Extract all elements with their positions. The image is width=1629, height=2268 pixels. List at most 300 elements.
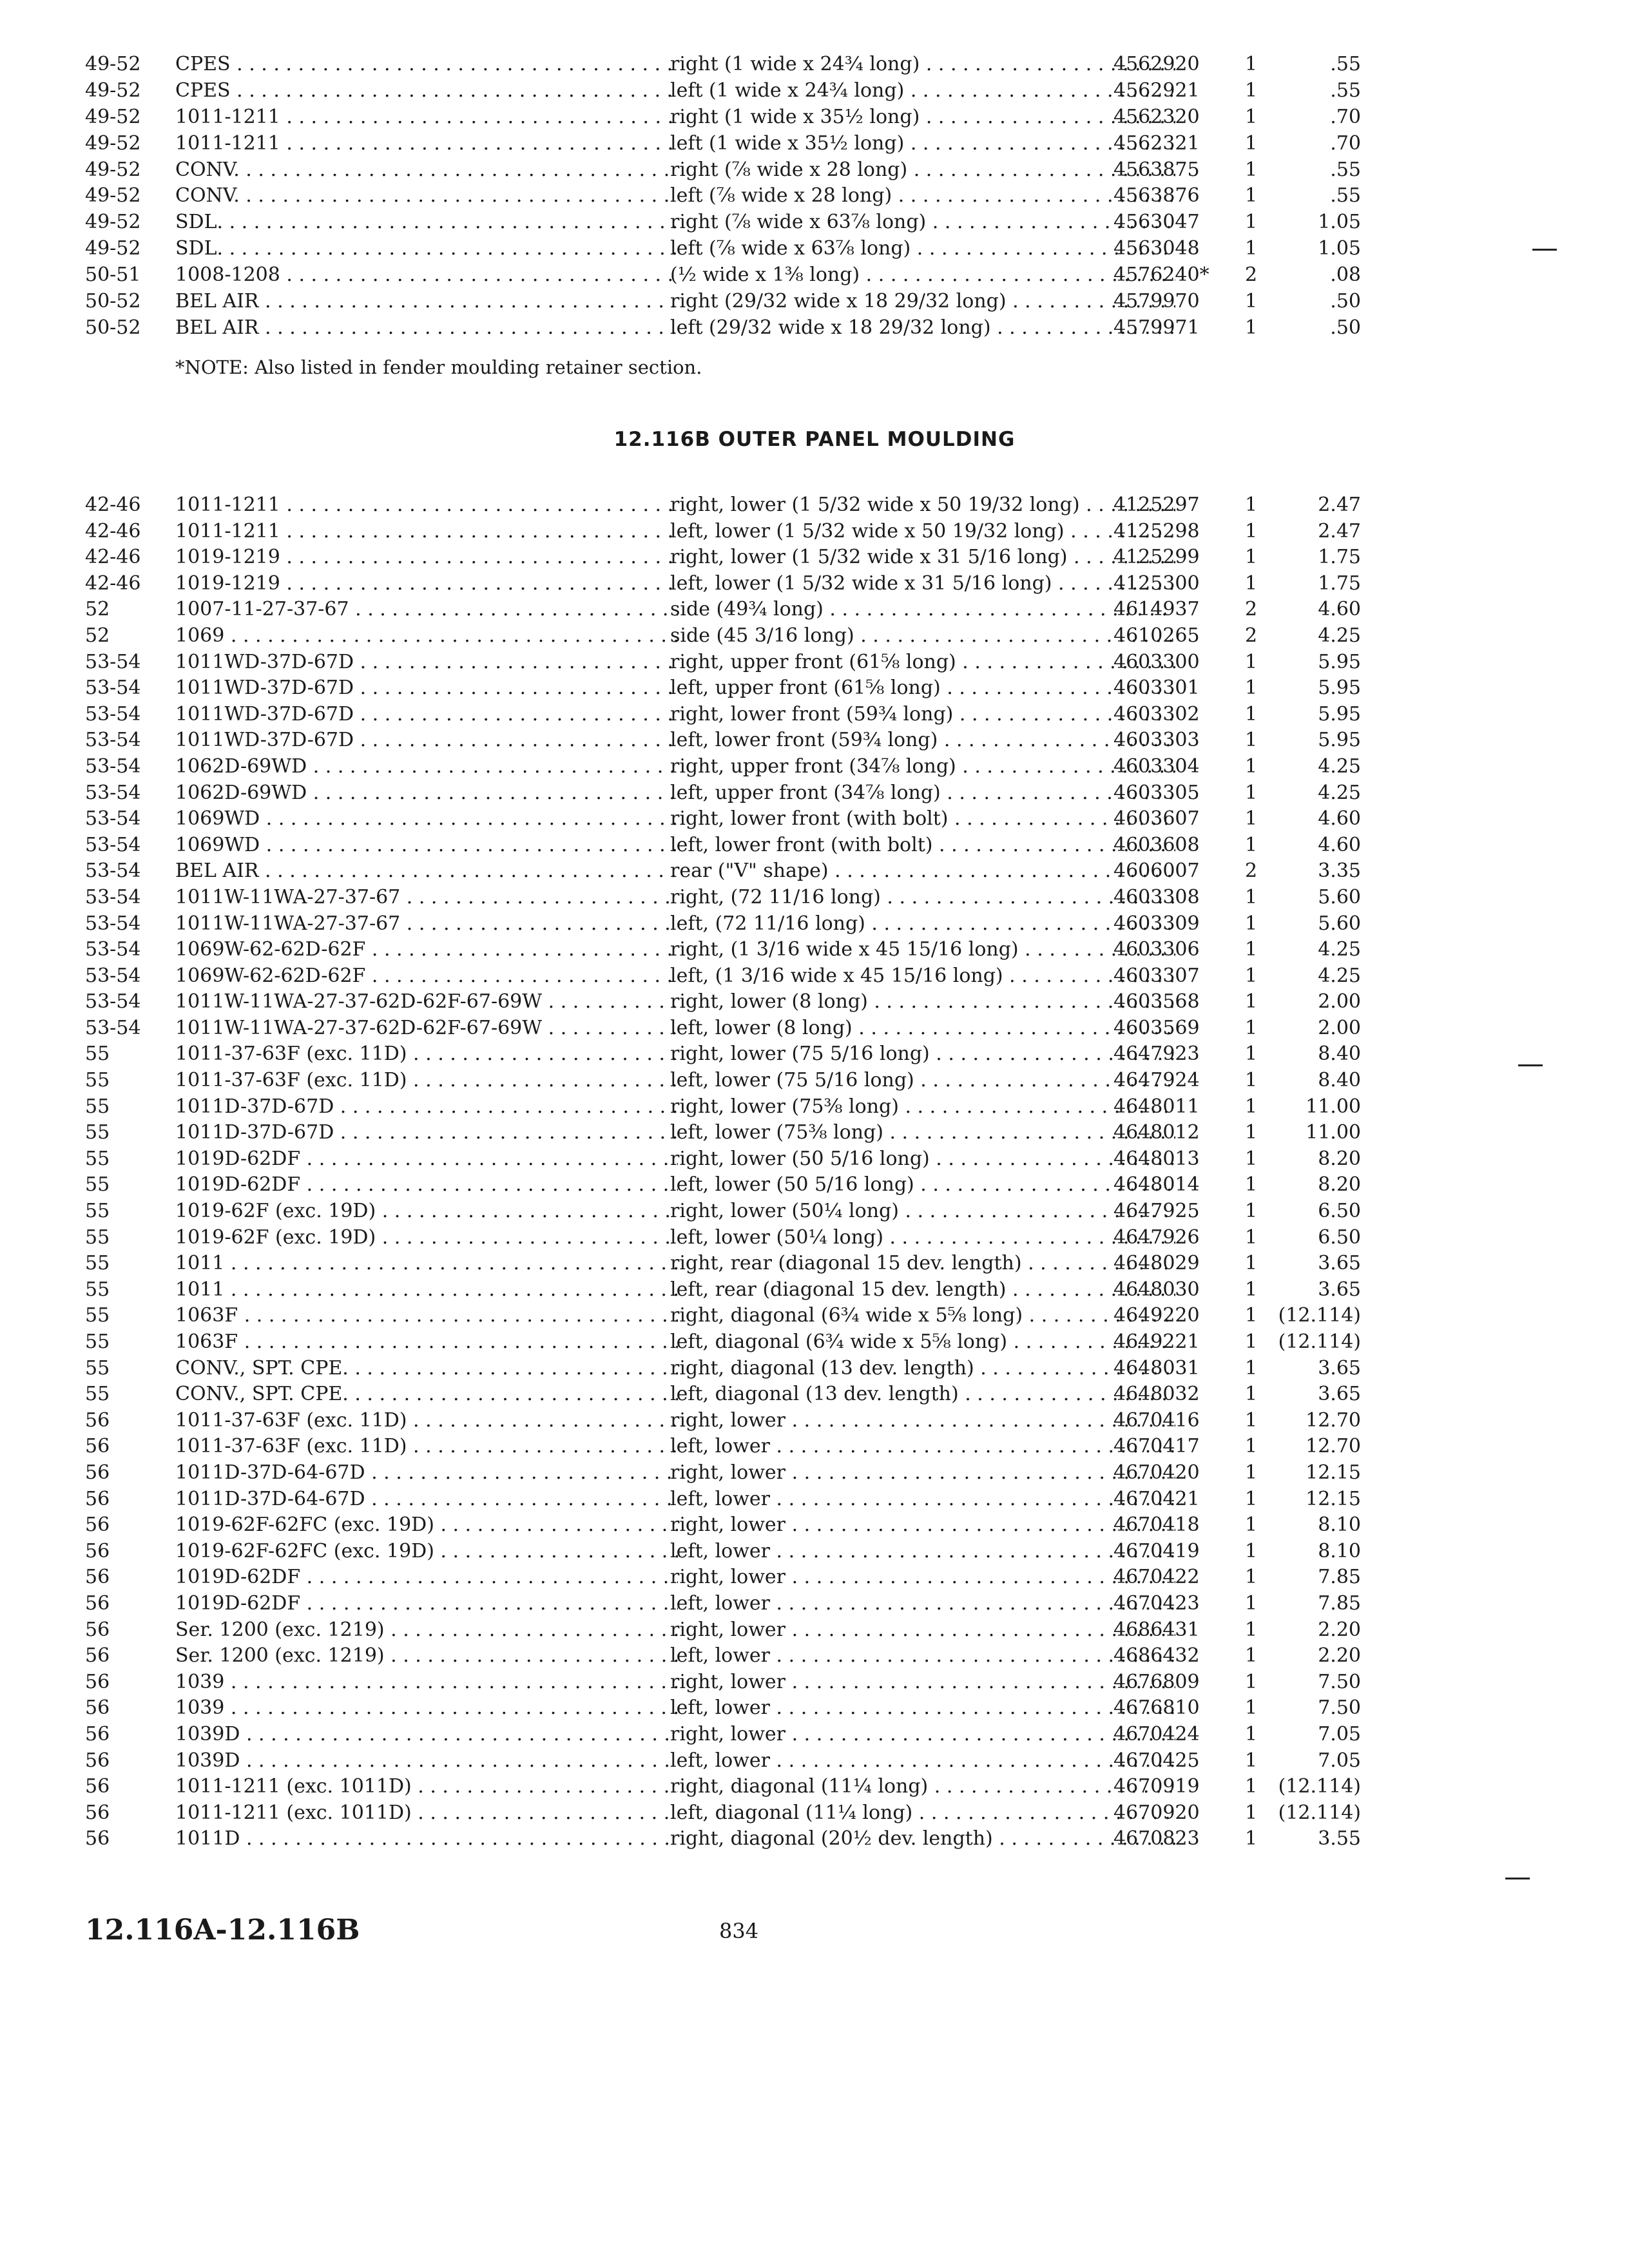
model-cell: 1011-1211 (exc. 1011D) . . . — [175, 1800, 678, 1827]
model-cell: 1011-37-63F (exc. 11D) . . . — [175, 1068, 678, 1094]
price-cell: 3.55 — [1318, 1827, 1361, 1850]
year-cell: 56 — [85, 1775, 110, 1798]
quantity-cell: 1 — [1245, 1252, 1258, 1275]
table-row — [85, 1041, 1361, 1068]
quantity-cell: 1 — [1245, 677, 1258, 700]
table-row — [85, 1774, 1361, 1800]
description-cell: right, lower (75⅜ long) . . . — [670, 1094, 1175, 1120]
model-cell: 1039D . . . — [175, 1748, 678, 1774]
part-number-cell: 4670425 — [1113, 1749, 1200, 1772]
model-cell: 1069W-62-62D-62F . . . — [175, 937, 678, 963]
model-cell: 1011D-37D-67D . . . — [175, 1094, 678, 1120]
quantity-cell: 1 — [1245, 1408, 1258, 1432]
year-cell: 55 — [85, 1147, 110, 1170]
model-cell: 1011 . . . — [175, 1251, 678, 1277]
quantity-cell: 1 — [1245, 1618, 1258, 1641]
table-row — [85, 315, 1361, 341]
description-cell: left, lower . . . — [670, 1539, 1175, 1565]
table-row — [85, 1591, 1361, 1617]
description-cell: left, diagonal (13 dev. length) . . . — [670, 1381, 1175, 1408]
description-cell: right, lower . . . — [670, 1460, 1175, 1486]
quantity-cell: 1 — [1245, 290, 1258, 313]
quantity-cell: 1 — [1245, 964, 1258, 987]
part-number-cell: 4603309 — [1113, 912, 1200, 935]
table-row — [85, 1381, 1361, 1408]
year-cell: 53-54 — [85, 860, 141, 883]
price-cell: 5.60 — [1318, 885, 1361, 908]
part-number-cell: 4670919 — [1113, 1775, 1200, 1798]
model-cell: SDL. . . . — [175, 209, 678, 236]
quantity-cell: 1 — [1245, 938, 1258, 961]
price-cell: 7.85 — [1318, 1591, 1361, 1615]
table-row — [85, 832, 1361, 859]
quantity-cell: 1 — [1245, 1775, 1258, 1798]
quantity-cell: 1 — [1245, 1487, 1258, 1510]
quantity-cell: 1 — [1245, 885, 1258, 908]
description-cell: left, lower (1 5/32 wide x 50 19/32 long) . . . — [670, 519, 1175, 545]
description-cell: left, upper front (34⅞ long) . . . — [670, 780, 1175, 807]
page-number: 834 — [719, 1919, 759, 1943]
model-cell: 1011W-11WA-27-37-67 . . . — [175, 885, 678, 911]
table-row — [85, 571, 1361, 597]
quantity-cell: 1 — [1245, 158, 1258, 181]
model-cell: 1011-1211 . . . — [175, 519, 678, 545]
table-row — [85, 727, 1361, 754]
part-number-cell: 4603569 — [1113, 1016, 1200, 1039]
quantity-cell: 1 — [1245, 237, 1258, 260]
model-cell: 1011 . . . — [175, 1277, 678, 1303]
part-number-cell: 4603607 — [1113, 807, 1200, 831]
description-cell: right, (72 11/16 long) . . . — [670, 885, 1175, 911]
description-cell: left (⅞ wide x 63⅞ long) . . . — [670, 236, 1175, 262]
model-cell: 1011-1211 . . . — [175, 104, 678, 131]
year-cell: 56 — [85, 1827, 110, 1850]
price-cell: 1.05 — [1318, 211, 1361, 234]
model-cell: 1011W-11WA-27-37-62D-62F-67-69W . . . — [175, 989, 678, 1015]
year-cell: 56 — [85, 1514, 110, 1537]
quantity-cell: 1 — [1245, 1173, 1258, 1196]
price-cell: 4.60 — [1318, 833, 1361, 856]
price-cell: 5.95 — [1318, 729, 1361, 752]
year-cell: 49-52 — [85, 105, 141, 128]
model-cell: 1019D-62DF . . . — [175, 1564, 678, 1591]
table-row — [85, 675, 1361, 702]
price-cell: 1.05 — [1318, 237, 1361, 260]
price-cell: 3.65 — [1318, 1356, 1361, 1379]
year-cell: 55 — [85, 1095, 110, 1118]
year-cell: 49-52 — [85, 53, 141, 75]
price-cell: 3.65 — [1318, 1383, 1361, 1406]
quantity-cell: 1 — [1245, 807, 1258, 831]
model-cell: 1069WD . . . — [175, 832, 678, 859]
quantity-cell: 1 — [1245, 1356, 1258, 1379]
year-cell: 55 — [85, 1200, 110, 1223]
model-cell: 1069W-62-62D-62F . . . — [175, 963, 678, 990]
model-cell: 1011-37-63F (exc. 11D) . . . — [175, 1408, 678, 1434]
description-cell: left, lower (50 5/16 long) . . . — [670, 1172, 1175, 1198]
quantity-cell: 1 — [1245, 1147, 1258, 1170]
model-cell: 1019-62F (exc. 19D) . . . — [175, 1198, 678, 1225]
price-cell: .70 — [1330, 131, 1361, 155]
price-cell: 4.25 — [1318, 964, 1361, 987]
part-number-cell: 4603306 — [1113, 938, 1200, 961]
model-cell: 1011D-37D-64-67D . . . — [175, 1460, 678, 1486]
description-cell: right, lower . . . — [670, 1408, 1175, 1434]
description-cell: right, lower front (59¾ long) . . . — [670, 702, 1175, 728]
model-cell: 1011D-37D-67D . . . — [175, 1120, 678, 1146]
part-number-cell: 4686432 — [1113, 1644, 1200, 1667]
price-cell: 2.47 — [1318, 494, 1361, 516]
price-cell: 3.65 — [1318, 1278, 1361, 1301]
table-row — [85, 1748, 1361, 1774]
table-row — [85, 1303, 1361, 1329]
year-cell: 55 — [85, 1069, 110, 1092]
part-number-cell: 4648014 — [1113, 1173, 1200, 1196]
price-cell: 5.95 — [1318, 677, 1361, 700]
part-number-cell: 4648029 — [1113, 1252, 1200, 1275]
price-cell: 12.15 — [1306, 1461, 1361, 1484]
table-row — [85, 1198, 1361, 1225]
quantity-cell: 1 — [1245, 1200, 1258, 1223]
year-cell: 53-54 — [85, 754, 141, 778]
year-cell: 55 — [85, 1121, 110, 1144]
price-cell: 4.60 — [1318, 598, 1361, 621]
model-cell: CONV. . . . — [175, 183, 678, 209]
price-cell: 7.85 — [1318, 1566, 1361, 1589]
price-cell: 8.10 — [1318, 1514, 1361, 1537]
price-cell: (12.114) — [1278, 1304, 1361, 1327]
year-cell: 50-51 — [85, 264, 141, 287]
table-row — [85, 157, 1361, 184]
table-row — [85, 1564, 1361, 1591]
year-cell: 53-54 — [85, 781, 141, 804]
table-row — [85, 702, 1361, 728]
quantity-cell: 1 — [1245, 1722, 1258, 1745]
year-cell: 56 — [85, 1591, 110, 1615]
part-number-cell: 4647923 — [1113, 1043, 1200, 1066]
table-row — [85, 1015, 1361, 1042]
quantity-cell: 1 — [1245, 105, 1258, 128]
description-cell: left, lower . . . — [670, 1748, 1175, 1774]
table-row — [85, 597, 1361, 623]
quantity-cell: 1 — [1245, 1225, 1258, 1249]
model-cell: 1011D . . . — [175, 1826, 678, 1852]
year-cell: 56 — [85, 1670, 110, 1693]
quantity-cell: 1 — [1245, 53, 1258, 75]
model-cell: 1011WD-37D-67D . . . — [175, 702, 678, 728]
part-number-cell: 4610265 — [1113, 624, 1200, 647]
quantity-cell: 1 — [1245, 1304, 1258, 1327]
price-cell: .08 — [1330, 264, 1361, 287]
part-number-cell: 4670422 — [1113, 1566, 1200, 1589]
description-cell: left (1 wide x 24¾ long) . . . — [670, 78, 1175, 104]
model-cell: 1069WD . . . — [175, 806, 678, 832]
description-cell: left (⅞ wide x 28 long) . . . — [670, 183, 1175, 209]
description-cell: left, lower . . . — [670, 1591, 1175, 1617]
year-cell: 56 — [85, 1539, 110, 1562]
price-cell: 2.00 — [1318, 990, 1361, 1014]
table-row — [85, 1068, 1361, 1094]
table-row — [85, 623, 1361, 649]
price-cell: 8.20 — [1318, 1147, 1361, 1170]
model-cell: 1019D-62DF . . . — [175, 1172, 678, 1198]
model-cell: 1039 . . . — [175, 1695, 678, 1722]
part-number-cell: 4125300 — [1113, 572, 1200, 595]
description-cell: right, lower . . . — [670, 1512, 1175, 1539]
price-cell: 8.10 — [1318, 1539, 1361, 1562]
description-cell: right, diagonal (11¼ long) . . . — [670, 1774, 1175, 1800]
table-row — [85, 1460, 1361, 1486]
price-cell: .55 — [1330, 53, 1361, 75]
quantity-cell: 1 — [1245, 702, 1258, 726]
quantity-cell: 1 — [1245, 79, 1258, 102]
table-row — [85, 1669, 1361, 1696]
part-number-cell: 4649220 — [1113, 1304, 1200, 1327]
quantity-cell: 1 — [1245, 1095, 1258, 1118]
year-cell: 53-54 — [85, 807, 141, 831]
quantity-cell: 1 — [1245, 833, 1258, 856]
table-row — [85, 885, 1361, 911]
part-number-cell: 4670423 — [1113, 1591, 1200, 1615]
part-number-cell: 4647924 — [1113, 1069, 1200, 1092]
table-row — [85, 1225, 1361, 1251]
price-cell: 8.20 — [1318, 1173, 1361, 1196]
description-cell: right, lower . . . — [670, 1722, 1175, 1748]
table-row — [85, 544, 1361, 571]
price-cell: 6.50 — [1318, 1225, 1361, 1249]
description-cell: left (29/32 wide x 18 29/32 long) . . . — [670, 315, 1175, 341]
price-cell: 11.00 — [1306, 1121, 1361, 1144]
quantity-cell: 1 — [1245, 650, 1258, 673]
model-cell: CONV., SPT. CPE. . . . — [175, 1381, 678, 1408]
year-cell: 53-54 — [85, 938, 141, 961]
year-cell: 42-46 — [85, 494, 141, 516]
model-cell: 1011D-37D-64-67D . . . — [175, 1486, 678, 1513]
year-cell: 56 — [85, 1461, 110, 1484]
year-cell: 49-52 — [85, 211, 141, 234]
description-cell: right, lower (50¼ long) . . . — [670, 1198, 1175, 1225]
part-number-cell: 4603302 — [1113, 702, 1200, 726]
description-cell: right (29/32 wide x 18 29/32 long) . . . — [670, 289, 1175, 315]
quantity-cell: 1 — [1245, 1827, 1258, 1850]
model-cell: 1011-37-63F (exc. 11D) . . . — [175, 1434, 678, 1460]
quantity-cell: 1 — [1245, 1043, 1258, 1066]
table-row — [85, 78, 1361, 104]
year-cell: 49-52 — [85, 79, 141, 102]
table-row — [85, 52, 1361, 78]
part-number-cell: 4648031 — [1113, 1356, 1200, 1379]
year-cell: 55 — [85, 1173, 110, 1196]
year-cell: 55 — [85, 1252, 110, 1275]
model-cell: 1008-1208 . . . — [175, 262, 678, 289]
description-cell: right, lower (1 5/32 wide x 50 19/32 long) . . . — [670, 492, 1175, 519]
part-number-cell: 4648012 — [1113, 1121, 1200, 1144]
description-cell: left, lower . . . — [670, 1643, 1175, 1669]
table-row — [85, 1695, 1361, 1722]
model-cell: 1019D-62DF . . . — [175, 1591, 678, 1617]
price-cell: 5.95 — [1318, 650, 1361, 673]
model-cell: 1063F . . . — [175, 1303, 678, 1329]
description-cell: right, lower . . . — [670, 1564, 1175, 1591]
model-cell: 1063F . . . — [175, 1329, 678, 1356]
table-row — [85, 963, 1361, 990]
table-row — [85, 1356, 1361, 1382]
part-number-cell: 4676809 — [1113, 1670, 1200, 1693]
price-cell: 4.25 — [1318, 754, 1361, 778]
quantity-cell: 1 — [1245, 1696, 1258, 1720]
model-cell: 1039 . . . — [175, 1669, 678, 1696]
description-cell: left, (72 11/16 long) . . . — [670, 911, 1175, 937]
part-number-cell: 4670416 — [1113, 1408, 1200, 1432]
description-cell: left, upper front (61⅝ long) . . . — [670, 675, 1175, 702]
table-row — [85, 236, 1361, 262]
margin-mark — [1518, 1064, 1543, 1066]
section-range: 12.116A-12.116B — [85, 1914, 360, 1946]
table-row — [85, 649, 1361, 676]
description-cell: left, lower (75 5/16 long) . . . — [670, 1068, 1175, 1094]
part-number-cell: 4670421 — [1113, 1487, 1200, 1510]
table-row — [85, 780, 1361, 807]
part-number-cell: 4603608 — [1113, 833, 1200, 856]
table-row — [85, 754, 1361, 780]
part-number-cell: 4125298 — [1113, 519, 1200, 543]
description-cell: left, lower front (with bolt) . . . — [670, 832, 1175, 859]
quantity-cell: 2 — [1245, 624, 1258, 647]
description-cell: side (49¾ long) . . . — [670, 597, 1175, 623]
part-number-cell: 4603305 — [1113, 781, 1200, 804]
model-cell: 1011-37-63F (exc. 11D) . . . — [175, 1041, 678, 1068]
part-number-cell: 4648011 — [1113, 1095, 1200, 1118]
quantity-cell: 1 — [1245, 519, 1258, 543]
year-cell: 53-54 — [85, 885, 141, 908]
table-row — [85, 492, 1361, 519]
model-cell: 1019D-62DF . . . — [175, 1146, 678, 1173]
price-cell: 7.05 — [1318, 1749, 1361, 1772]
table-row — [85, 131, 1361, 157]
year-cell: 56 — [85, 1696, 110, 1720]
description-cell: right, upper front (61⅝ long) . . . — [670, 649, 1175, 676]
description-cell: right, lower front (with bolt) . . . — [670, 806, 1175, 832]
part-number-cell: 4648013 — [1113, 1147, 1200, 1170]
year-cell: 42-46 — [85, 546, 141, 569]
part-number-cell: 4603308 — [1113, 885, 1200, 908]
description-cell: right, diagonal (13 dev. length) . . . — [670, 1356, 1175, 1382]
quantity-cell: 1 — [1245, 1461, 1258, 1484]
quantity-cell: 1 — [1245, 184, 1258, 207]
part-number-cell: 4125297 — [1113, 494, 1200, 516]
quantity-cell: 1 — [1245, 1644, 1258, 1667]
price-cell: 1.75 — [1318, 572, 1361, 595]
model-cell: 1011-1211 (exc. 1011D) . . . — [175, 1774, 678, 1800]
quantity-cell: 1 — [1245, 1801, 1258, 1824]
year-cell: 55 — [85, 1225, 110, 1249]
description-cell: left, lower front (59¾ long) . . . — [670, 727, 1175, 754]
year-cell: 55 — [85, 1331, 110, 1353]
description-cell: right, lower (50 5/16 long) . . . — [670, 1146, 1175, 1173]
year-cell: 52 — [85, 624, 110, 647]
year-cell: 49-52 — [85, 184, 141, 207]
year-cell: 56 — [85, 1618, 110, 1641]
price-cell: 5.60 — [1318, 912, 1361, 935]
description-cell: rear ("V" shape) . . . — [670, 858, 1175, 885]
table-row — [85, 1094, 1361, 1120]
quantity-cell: 1 — [1245, 131, 1258, 155]
table-row — [85, 1826, 1361, 1852]
part-number-cell: 4648030 — [1113, 1278, 1200, 1301]
table-row — [85, 1408, 1361, 1434]
price-cell: 4.25 — [1318, 624, 1361, 647]
part-number-cell: 4562920 — [1113, 53, 1200, 75]
year-cell: 55 — [85, 1304, 110, 1327]
part-number-cell: 4670920 — [1113, 1801, 1200, 1824]
quantity-cell: 1 — [1245, 1670, 1258, 1693]
table-row — [85, 1539, 1361, 1565]
description-cell: right (⅞ wide x 28 long) . . . — [670, 157, 1175, 184]
price-cell: .55 — [1330, 158, 1361, 181]
part-number-cell: 4670417 — [1113, 1435, 1200, 1458]
table-row — [85, 209, 1361, 236]
model-cell: 1011WD-37D-67D . . . — [175, 727, 678, 754]
model-cell: 1011-1211 . . . — [175, 492, 678, 519]
price-cell: 3.35 — [1318, 860, 1361, 883]
description-cell: right (1 wide x 24¾ long) . . . — [670, 52, 1175, 78]
part-number-cell: 4562320 — [1113, 105, 1200, 128]
quantity-cell: 2 — [1245, 264, 1258, 287]
description-cell: right, upper front (34⅞ long) . . . — [670, 754, 1175, 780]
price-cell: 12.70 — [1306, 1435, 1361, 1458]
price-cell: 11.00 — [1306, 1095, 1361, 1118]
part-number-cell: 4603307 — [1113, 964, 1200, 987]
part-number-cell: 4606007 — [1113, 860, 1200, 883]
table-row — [85, 1172, 1361, 1198]
price-cell: 7.50 — [1318, 1696, 1361, 1720]
table-row — [85, 262, 1361, 289]
quantity-cell: 1 — [1245, 1435, 1258, 1458]
footnote: *NOTE: Also listed in fender moulding retainer section. — [175, 356, 702, 378]
model-cell: 1011W-11WA-27-37-67 . . . — [175, 911, 678, 937]
model-cell: 1019-1219 . . . — [175, 544, 678, 571]
model-cell: 1062D-69WD . . . — [175, 780, 678, 807]
year-cell: 52 — [85, 598, 110, 621]
table-row — [85, 519, 1361, 545]
model-cell: BEL AIR . . . — [175, 289, 678, 315]
price-cell: 4.25 — [1318, 938, 1361, 961]
description-cell: left, lower (50¼ long) . . . — [670, 1225, 1175, 1251]
price-cell: 8.40 — [1318, 1069, 1361, 1092]
table-row — [85, 1146, 1361, 1173]
section-title: 12.116B OUTER PANEL MOULDING — [613, 428, 1016, 451]
quantity-cell: 1 — [1245, 754, 1258, 778]
year-cell: 55 — [85, 1383, 110, 1406]
price-cell: (12.114) — [1278, 1331, 1361, 1353]
table-row — [85, 1329, 1361, 1356]
description-cell: (½ wide x 1⅜ long) . . . — [670, 262, 1175, 289]
year-cell: 55 — [85, 1278, 110, 1301]
quantity-cell: 1 — [1245, 1278, 1258, 1301]
price-cell: 4.25 — [1318, 781, 1361, 804]
price-cell: .50 — [1330, 290, 1361, 313]
quantity-cell: 1 — [1245, 1749, 1258, 1772]
model-cell: 1011WD-37D-67D . . . — [175, 675, 678, 702]
part-number-cell: 4603568 — [1113, 990, 1200, 1014]
quantity-cell: 1 — [1245, 316, 1258, 339]
quantity-cell: 1 — [1245, 1331, 1258, 1353]
year-cell: 56 — [85, 1722, 110, 1745]
table-row — [85, 1120, 1361, 1146]
table-row — [85, 937, 1361, 963]
model-cell: BEL AIR . . . — [175, 315, 678, 341]
description-cell: right (⅞ wide x 63⅞ long) . . . — [670, 209, 1175, 236]
